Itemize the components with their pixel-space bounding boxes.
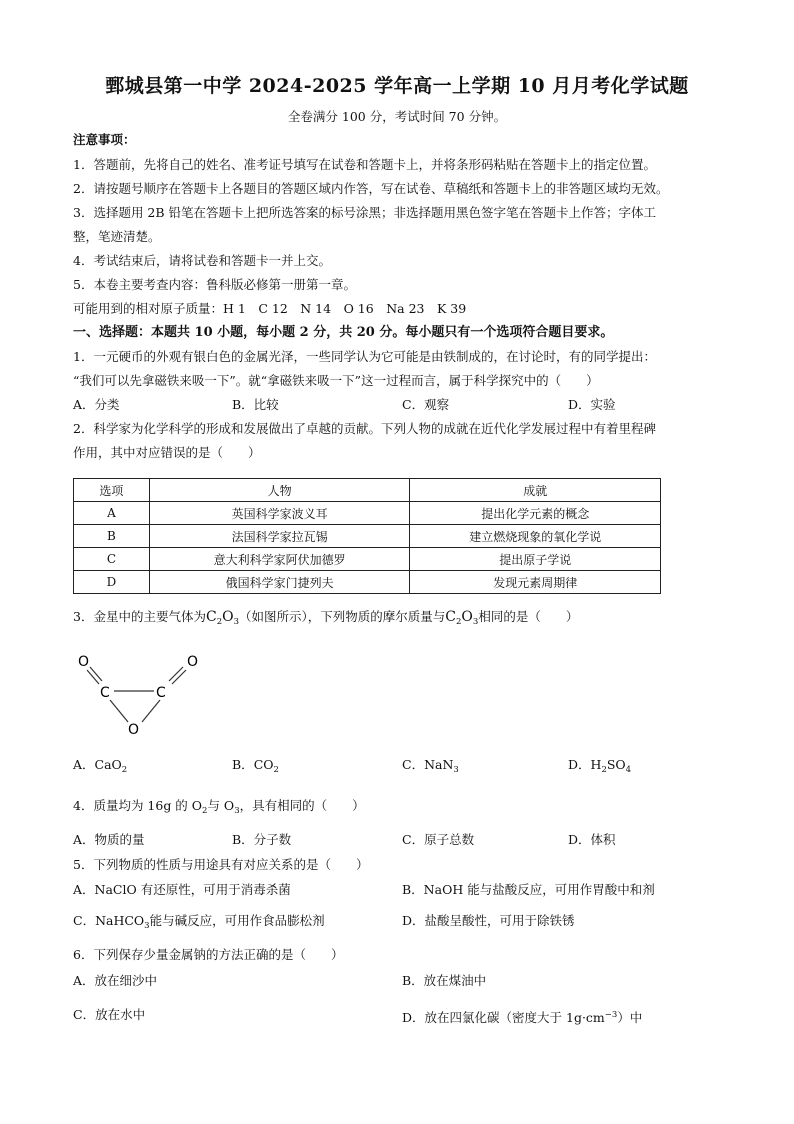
q6-option-d [402, 1006, 642, 1027]
molecule-o-bottom: O [128, 722, 140, 738]
bond-left-double-1 [87, 670, 99, 684]
table-header-row [74, 479, 661, 502]
exam-title: 鄄城县第一中学 2024-2025 学年高一上学期 10 月月考化学试题 [105, 75, 689, 97]
q3-formula-1 [206, 609, 239, 625]
table-cell: 发现元素周期律 [410, 571, 661, 594]
q1-stem-line2: “我们可以先拿磁铁来吸一下”。就“拿磁铁来吸一下”这一过程而言，属于科学探究中的（ ） [73, 373, 599, 388]
option-label: B． [232, 757, 254, 772]
q4-sub-1: 2 [202, 806, 208, 816]
q4-stem-post: ，具有相同的（ ） [239, 798, 365, 813]
note-3-cont: 整，笔迹清楚。 [73, 229, 161, 244]
formula-sub-3: 3 [233, 617, 240, 627]
option-formula: H [590, 757, 602, 772]
molecule-o-left: O [78, 654, 90, 670]
q5-option-b: B．NaOH 能与盐酸反应，可用作胃酸中和剂 [402, 882, 655, 897]
table-row [74, 502, 661, 525]
q4-sub-2: 3 [234, 806, 240, 816]
q3-stem-mid: （如图所示），下列物质的摩尔质量与 [239, 609, 446, 624]
option-subscript: 4 [625, 765, 632, 775]
exam-subtitle: 全卷满分 100 分，考试时间 70 分钟。 [287, 109, 507, 124]
q4-stem [73, 797, 365, 820]
q6-option-b: B．放在煤油中 [402, 973, 487, 988]
option-label: C． [402, 757, 425, 772]
q1-stem-line1: 1．一元硬币的外观有银白色的金属光泽，一些同学认为它可能是由铁制成的，在讨论时，有的同学提出： [73, 349, 656, 364]
note-3: 3．选择题用 2B 铅笔在答题卡上把所选答案的标号涂黑；非选择题用黑色签字笔在答题卡上作答；字体工 [73, 205, 657, 220]
option-subscript: 3 [453, 765, 459, 775]
option-formula: NaN [424, 757, 454, 772]
q4-option-c: C．原子总数 [402, 832, 475, 847]
bond-c-o-right [142, 700, 160, 722]
formula-sub-2: 2 [456, 617, 462, 627]
notes-heading: 注意事项： [73, 132, 136, 147]
bond-right-double-1 [172, 670, 186, 684]
formula-c: C [445, 609, 456, 625]
q4-option-d: D．体积 [568, 832, 616, 847]
table-cell: 提出化学元素的概念 [410, 502, 661, 525]
q2-table [73, 478, 661, 594]
table-cell: A [74, 502, 150, 525]
molecule-c-left: C [100, 685, 110, 701]
option-formula: CaO [94, 757, 122, 772]
q6-option-d-post: ）中 [617, 1010, 643, 1025]
note-1: 1．答题前，先将自己的姓名、准考证号填写在试卷和答题卡上，并将条形码粘贴在答题卡上的指定位置。 [73, 157, 656, 172]
note-4: 4．考试结束后，请将试卷和答题卡一并上交。 [73, 253, 331, 268]
q6-option-d-sup: −3 [604, 1010, 618, 1020]
table-cell: D [74, 571, 150, 594]
q3-stem-post: 相同的是（ ） [478, 609, 579, 624]
section-heading: 一、选择题：本题共 10 小题，每小题 2 分，共 20 分。每小题只有一个选项符合题目要求。 [73, 325, 614, 340]
table-cell: 提出原子学说 [410, 548, 661, 571]
table-cell: 建立燃烧现象的氧化学说 [410, 525, 661, 548]
table-row [74, 525, 661, 548]
option-subscript: 2 [121, 765, 128, 775]
q3-option-a [73, 756, 127, 779]
table-cell: C [74, 548, 150, 571]
q1-option-a: A．分类 [73, 397, 120, 412]
q4-option-b: B．分子数 [232, 832, 292, 847]
option-formula: CO [253, 757, 274, 772]
formula-sub-2: 2 [216, 617, 223, 627]
q6-option-a: A．放在细沙中 [73, 973, 158, 988]
table-cell: 俄国科学家门捷列夫 [149, 571, 410, 594]
option-label: D． [568, 757, 591, 772]
q5-option-a: A．NaClO 有还原性，可用于消毒杀菌 [73, 882, 291, 897]
molecule-o-right: O [187, 654, 199, 670]
q6-stem: 6．下列保存少量金属钠的方法正确的是（ ） [73, 947, 344, 962]
q2-stem-line1: 2．科学家为化学科学的形成和发展做出了卓越的贡献。下列人物的成就在近代化学发展过程中有着里程碑 [73, 421, 656, 436]
table-cell: 英国科学家波义耳 [149, 502, 410, 525]
q2-stem-line2: 作用，其中对应错误的是（ ） [73, 445, 261, 460]
q1-option-d: D．实验 [568, 397, 616, 412]
table-cell: 法国科学家拉瓦锡 [149, 525, 410, 548]
bond-c-o-left [110, 700, 128, 722]
bond-left-double-2 [90, 667, 102, 681]
q3-option-c [402, 756, 459, 779]
q6-option-c: C．放在水中 [73, 1007, 146, 1022]
q5-option-c-post: 能与碱反应，可用作食品膨松剂 [149, 913, 325, 928]
q3-stem [73, 608, 578, 631]
c2o3-structure-diagram [70, 644, 210, 740]
table-row [74, 571, 661, 594]
table-header-option: 选项 [74, 479, 150, 502]
table-row [74, 548, 661, 571]
q1-option-b: B．比较 [232, 397, 279, 412]
option-subscript: 2 [601, 765, 607, 775]
formula-c: C [205, 609, 217, 625]
table-cell: 意大利科学家阿伏加德罗 [149, 548, 410, 571]
q3-option-b [232, 756, 279, 779]
table-header-person: 人物 [149, 479, 410, 502]
q5-option-c-pre: C．NaHCO [73, 913, 145, 928]
option-label: A． [73, 757, 95, 772]
q6-option-d-pre: D．放在四氯化碳（密度大于 1g·cm [402, 1010, 605, 1025]
option-subscript: 2 [273, 765, 279, 775]
table-cell: B [74, 525, 150, 548]
q5-option-c-sub: 3 [144, 921, 150, 931]
q4-stem-mid: 与 O [207, 798, 235, 813]
q5-option-d: D．盐酸呈酸性，可用于除铁锈 [402, 913, 575, 928]
atomic-masses: 可能用到的相对原子质量：H 1 C 12 N 14 O 16 Na 23 K 39 [73, 301, 467, 316]
table-header-achievement: 成就 [410, 479, 661, 502]
q4-stem-pre: 4．质量均为 16g 的 O [73, 798, 203, 813]
formula-o: O [461, 609, 473, 625]
bond-right-double-2 [169, 667, 183, 681]
q3-option-d [568, 756, 631, 779]
molecule-c-right: C [156, 685, 166, 701]
formula-o: O [222, 609, 234, 625]
q1-option-c: C．观察 [402, 397, 450, 412]
note-5: 5．本卷主要考查内容：鲁科版必修第一册第一章。 [73, 277, 356, 292]
q4-option-a: A．物质的量 [73, 832, 145, 847]
q5-option-c [73, 912, 325, 935]
option-formula: SO [606, 757, 626, 772]
formula-sub-3: 3 [472, 617, 479, 627]
q5-stem: 5．下列物质的性质与用途具有对应关系的是（ ） [73, 857, 369, 872]
q3-formula-2 [445, 609, 478, 625]
q3-stem-pre: 3．金星中的主要气体为 [73, 609, 206, 624]
note-2: 2．请按题号顺序在答题卡上各题目的答题区域内作答，写在试卷、草稿纸和答题卡上的非答题区域均无效。 [73, 181, 669, 196]
